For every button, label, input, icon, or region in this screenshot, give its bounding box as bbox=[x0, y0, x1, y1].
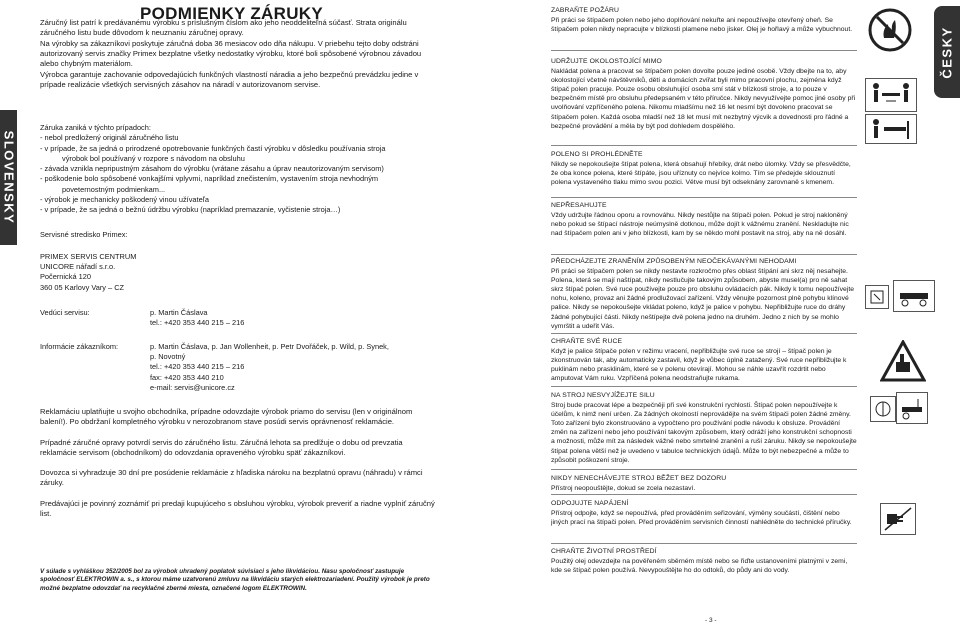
hand-crush-warning-icon bbox=[880, 340, 926, 382]
exclusion-item: - závada vznikla nepripustným zásahom do výrobku (vrátane zásahu a úprav neautorizovaným servisom) bbox=[40, 164, 384, 174]
exclusion-item: - v prípade, že sa jedná o bežnú údržbu výrobku (napríklad premazanie, vyčistenie stroja…) bbox=[40, 205, 341, 215]
intro-paragraph: Záručný list patrí k predávanému výrobku s príslušným číslom ako jeho neoddeliteľná súčasť. Strata originálu záručného listu bude dôvodom k neuznaniu záručnej opravy. bbox=[40, 18, 407, 37]
exclusions-heading: Záruka zaniká v týchto prípadoch: bbox=[40, 123, 151, 132]
log-inspection-icon bbox=[865, 285, 889, 309]
safety-section-fire: ZABRAŇTE POŽÁRU Při práci se štípačem polen nebo jeho doplňování nekuřte ani nepoužívejte otevřený oheň. Se štípačem polen nikdy nepracujte v blízkosti plamene nebo jisker. Olej je hořlavý a může vybuchnout. bbox=[551, 7, 853, 34]
section-divider bbox=[551, 494, 857, 495]
page-title: PODMIENKY ZÁRUKY bbox=[140, 4, 324, 23]
page-number: - 3 - bbox=[705, 617, 717, 624]
warranty-exclusions bbox=[40, 123, 440, 216]
machine-diagram-icon bbox=[896, 392, 928, 424]
safety-section-force: NA STROJ NESVYJÍŽEJTE SILU Stroj bude pracovat lépe a bezpečněji při své konstrukční rychlosti. Štípač polen nepoužívejte k účelům, k nimž není určen. Za žádných okolností neprovádějte na svém štípači polen žádné změny. Toto zařízení bylo zkonstruováno a vypočteno pro používání podle návodu k obsluze. Provádění změn na zařízení nebo jeho používání takovým způsobem, který odráží jeho konstrukční schopnosti a možnosti, může mít za následek vážné nebo smrtelné zranění a ruší záruku. Nikdy se nepokoušejte štípat polena větší než je uvedeno v tabulce technických údajů. Může to být nebezpečné a může to způsobit poškození stroje. bbox=[551, 392, 857, 464]
customer-info-label: Informácie zákazníkom: bbox=[40, 342, 119, 351]
exclusion-item: - poškodenie bolo spôsobené vonkajšími vplyvmi, napríklad znečistením, vystavením stroja nevhodným bbox=[40, 174, 379, 184]
claim-paragraph: Dovozca si vyhradzuje 30 dní pre posúdenie reklamácie z hľadiska nároku na bezplatnú opravu (náhradu) v rámci záruky. bbox=[40, 468, 423, 488]
intro-paragraph: Výrobca garantuje zachovanie odpovedajúcich funkčných vlastností náradia a jeho bezpečnú prevádzku jedine v prípade realizácie všetkých servisných zásahov na náradí v autorizovanom servise. bbox=[40, 70, 419, 89]
service-manager: p. Martin Čáslava tel.: +420 353 440 215 – 216 bbox=[150, 308, 245, 328]
claim-paragraph: Reklamáciu uplatňujte u svojho obchodníka, prípadne odovzdajte výrobok priamo do servisu (len v originálnom balení!). Po obdržaní kompletného výrobku v nerozobranom stave posúdi servis oprávnenosť reklamácie. bbox=[40, 407, 413, 427]
language-tab-slovensky: SLOVENSKY bbox=[0, 110, 17, 245]
claim-paragraph: Prípadné záručné opravy potvrdí servis do záručného listu. Záručná lehota sa predlžuje o dobu od prevzatia reklamácie servisom (obchodníkom) do odovzdania opraveného výrobku späť zákazníkovi. bbox=[40, 437, 403, 457]
no-fire-icon bbox=[868, 8, 912, 52]
intro-paragraph: Na výrobky sa zákazníkovi poskytuje záručná doba 36 mesiacov odo dňa nákupu. V priebehu tejto doby odstráni autorizovaný servis značky Primex bezplatne všetky nedostatky výrobku, ktoré boli spôsobené výrobnou závadou alebo chybným materiálom. bbox=[40, 39, 422, 68]
unplug-icon bbox=[880, 503, 916, 535]
exclusion-item: - v prípade, že sa jedná o prirodzené opotrebovanie funkčných častí výrobku v dôsledku používania stroja bbox=[40, 143, 386, 153]
section-divider bbox=[551, 50, 857, 51]
section-divider bbox=[551, 543, 857, 544]
section-divider bbox=[551, 386, 857, 387]
safety-section-overreach: NEPŘESAHUJTE Vždy udržujte řádnou oporu a rovnováhu. Nikdy nestůjte na štípači polen. Pokud je stroj nakloněný nebo pokud se štípací nástroje neúmyslně dotknou, může dojít k vážnému zranění. Neskladujte nic nad štípačem polen ani v jeho blízkosti, kam by se někdo mohl postavit na stroj, aby na ně dosáhl. bbox=[551, 202, 849, 238]
operation-icon bbox=[870, 396, 896, 422]
intro-section bbox=[40, 18, 440, 91]
email-text: e-mail: servis@unicore.cz bbox=[150, 382, 235, 392]
service-address: PRIMEX SERVIS CENTRUM UNICORE nářadí s.r.o. Počernická 120 360 05 Karlovy Vary – CZ bbox=[40, 252, 137, 292]
claim-paragraph: Predávajúci je povinný zoznámiť pri predaji kupujúceho s obsluhou výrobku, výrobok preveriť a riadne vyplniť záručný list. bbox=[40, 498, 435, 519]
section-divider bbox=[551, 254, 857, 255]
section-divider bbox=[551, 197, 857, 198]
language-tab-cesky: ČESKY bbox=[934, 6, 960, 98]
section-divider bbox=[551, 145, 857, 146]
safety-section-inspect: POLENO SI PROHLÉDNĚTE Nikdy se nepokoušejte štípat polena, která obsahují hřebíky, drát nebo úlomky. Vždy se přesvědčte, že oba konce polena, které štípáte, jsou uříznuty co nejvíce kolmo. Tím se předejde sklouznutí polena vystaveného tlaku mimo svou pozici. Větve musí být odseknány zarovnaně s kmenem. bbox=[551, 151, 851, 187]
section-divider bbox=[551, 469, 857, 470]
safety-section-environment: CHRAŇTE ŽIVOTNÍ PROSTŘEDÍ Použitý olej odevzdejte na pověřeném sběrném místě nebo se řiďte ustanoveními platnými v zemi, kde se štípač polen používá. Nevypouštějte ho do odtoků, do půdy ani do vody. bbox=[551, 548, 848, 575]
section-divider bbox=[551, 333, 857, 334]
exclusion-item: poveternostným podmienkam... bbox=[62, 184, 166, 194]
safety-section-hands: CHRAŇTE SVÉ RUCE Když je palice štípače polen v režimu vracení, nepřibližujte své ruce se strojí – štípač polen je zkonstruován tak, aby automaticky zastavil, když je vůbec úplně zatažený. Své ruce nepřibližujte k puklinám nebo prasklinám, které se v polenu otevírají. Mohou se náhle uzavřít rozdrtit nebo amputovat Vám ruku. Vzpříčená polena neodstraňujte rukama. bbox=[551, 338, 847, 383]
operator-position-icon bbox=[865, 114, 917, 144]
service-center-label: Servisné stredisko Primex: bbox=[40, 230, 128, 239]
safety-section-bystanders: UDRŽUJTE OKOLOSTOJÍCÍ MIMO Nakládat polena a pracovat se štípačem polen dovolte pouze jediné osobě. Vždy dbejte na to, aby okolostojící včetně návštěvníků, dětí a domácích zvířat byli mimo pracovní plochu, zejména když štípač polen pracuje. Pouze osobu obsluhující osoba smí stát v blízkosti stroje, a to pouze v bezpečném místě pro obsluhu předepsaném v této příručce. Nikdy nevyužívejte pomoc jiné osoby při uvolňování vzpříčeného polena. Nikomu mladšímu než 16 let nesmí být dovoleno pracovat se štípačem polen. Každá osoba mladší než 18 let musí mít nezbytný výcvik a dovednosti pro řádné a bezpečné provádění a měla by být pod dohledem dospělého. bbox=[551, 58, 856, 130]
recycling-footnote: V súlade s vyhláškou 352/2005 bol za výrobok uhradený poplatok súvisiaci s jeho likvidáciou. Nasu spoločnosť zastupuje spoločnosť ELEKTROWIN a. s., s ktorou máme uzatvorenú zmluvu na likvidáciu starých elektrozariadení. Použitý výrobok je preto možné bezplatne odovzdať na recyklačné zberné miesta, označené logom ELEKTROWIN. bbox=[40, 568, 430, 592]
exclusion-item: - nebol predložený originál záručného listu bbox=[40, 133, 179, 143]
splitter-diagram-icon bbox=[893, 280, 935, 312]
safety-section-unattended: NIKDY NENECHÁVEJTE STROJ BĚŽET BEZ DOZORU Přístroj neopouštějte, dokud se zcela nezastaví. bbox=[551, 475, 727, 493]
customer-info: p. Martin Čáslava, p. Jan Wollenheit, p. Petr Dvořáček, p. Wild, p. Synek, p. Novotný tel.: +420 353 440 215 – 216 fax: +420 353 440 210 e-mail: servis@unicore.cz bbox=[150, 342, 389, 392]
exclusion-item: výrobok bol používaný v rozpore s návodom na obsluhu bbox=[62, 153, 245, 163]
claim-paragraphs bbox=[40, 407, 440, 529]
exclusion-item: - výrobok je mechanicky poškodený vinou užívateľa bbox=[40, 195, 209, 205]
service-manager-label: Vedúci servisu: bbox=[40, 308, 90, 317]
safety-section-accidents: PŘEDCHÁZEJTE ZRANĚNÍM ZPŮSOBENÝM NEOČEKÁVANÝMI NEHODAMI Při práci se štípačem polen se nikdy nestavte rozkročmo přes oblast štípání ani skrz něj nesahejte. Polena, která se mají naštípat, nikdy nestlučujte takovým způsobem, abyste musel(a) pro ně sahat skrz štípač polen. Své ruce používejte pouze pro obsluhu ovládacích pák. Nikdy k tomu nepoužívejte nohu, koleno, provaz ani žádné prodlužovací zařízení. Vždy věnujte pozornost plně pohybu klínové palice. Nikdy se nepokoušejte vkládat poleno, když je palice v pohybu. Nepřibližujte ruce do dráhy žádné pohybující části. Nikdy neštípejte dvě polena jedno na druhém. Jedno z nich by se mohlo vymrštit a udeřit Vás. bbox=[551, 258, 855, 330]
keep-bystanders-away-icon bbox=[865, 78, 917, 112]
safety-section-disconnect: ODPOJUJTE NAPÁJENÍ Přístroj odpojte, když se nepoužívá, před prováděním seřizování, výměny součástí, čištění nebo jiných prací na štípači polen. Před prováděním servisních činností nahlédněte do technické příručky. bbox=[551, 500, 852, 527]
